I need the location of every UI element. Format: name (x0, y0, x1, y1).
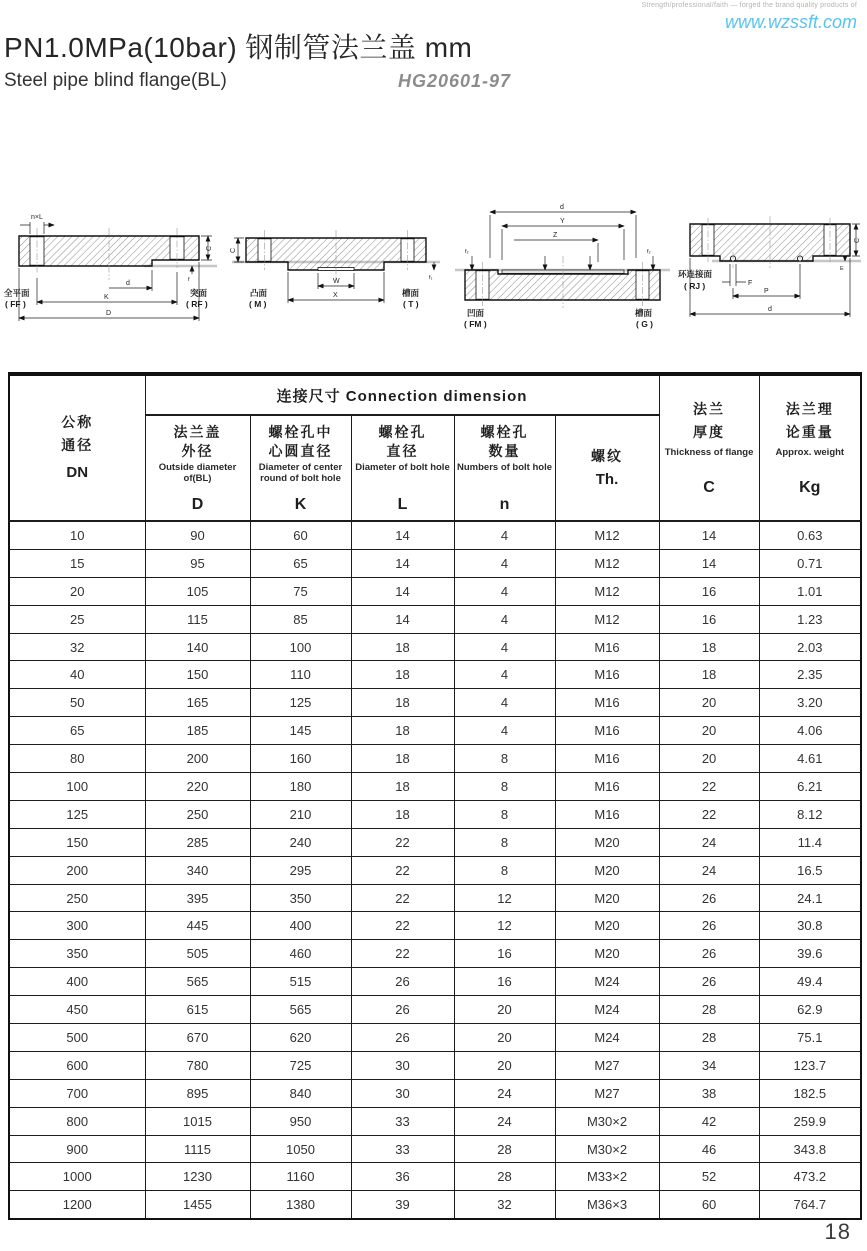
table-cell: 0.63 (759, 521, 861, 549)
table-cell: 12 (454, 884, 555, 912)
table-cell: 180 (250, 773, 351, 801)
table-cell: 18 (351, 689, 454, 717)
drawing-fm-g (450, 198, 675, 338)
dim-y-label: Y (560, 218, 565, 225)
table-cell: M16 (555, 773, 659, 801)
table-cell: 285 (145, 828, 250, 856)
table-cell: 400 (9, 968, 145, 996)
table-cell: 30 (351, 1079, 454, 1107)
table-cell: 22 (659, 800, 759, 828)
table-cell: 24 (659, 828, 759, 856)
table-cell: 75.1 (759, 1024, 861, 1052)
table-cell: 400 (250, 912, 351, 940)
table-cell: 20 (454, 1051, 555, 1079)
table-cell: M16 (555, 717, 659, 745)
table-row (9, 521, 861, 549)
table-row (9, 856, 861, 884)
table-cell: 300 (9, 912, 145, 940)
table-cell: 14 (659, 521, 759, 549)
table-cell: 259.9 (759, 1107, 861, 1135)
table-cell: 24 (454, 1079, 555, 1107)
dim-x-label: X (333, 292, 338, 299)
masthead-tagline: Strength/professional/faith — forged the brand quality products of (641, 2, 857, 9)
table-cell: 600 (9, 1051, 145, 1079)
table-cell: M27 (555, 1079, 659, 1107)
table-cell: 250 (145, 800, 250, 828)
table-cell: 4 (454, 549, 555, 577)
col-header-l: 螺栓孔 直径 Diameter of bolt hole L (351, 415, 454, 521)
table-cell: 505 (145, 940, 250, 968)
face-label-rj: 环连接面 (678, 269, 713, 279)
face-label-g: 槽面 (635, 308, 653, 318)
table-cell: 1380 (250, 1191, 351, 1219)
table-cell: 85 (250, 605, 351, 633)
table-cell: 200 (145, 745, 250, 773)
table-cell: 14 (659, 549, 759, 577)
table-cell: 12 (454, 912, 555, 940)
table-cell: M36×3 (555, 1191, 659, 1219)
table-cell: 1000 (9, 1163, 145, 1191)
table-cell: 1230 (145, 1163, 250, 1191)
dim-e-label: E (840, 266, 844, 272)
table-cell: 4 (454, 689, 555, 717)
table-cell: 20 (454, 1024, 555, 1052)
table-cell: 460 (250, 940, 351, 968)
col-header-dn: 公称 通径 DN (9, 374, 145, 521)
svg-text:f₂: f₂ (647, 249, 651, 255)
col-header-n: 螺栓孔 数量 Numbers of bolt hole n (454, 415, 555, 521)
table-cell: 20 (454, 996, 555, 1024)
table-cell: 185 (145, 717, 250, 745)
table-cell: 100 (9, 773, 145, 801)
table-row (9, 1135, 861, 1163)
svg-text:( RJ ): ( RJ ) (684, 281, 706, 291)
table-cell: 39.6 (759, 940, 861, 968)
table-cell: 80 (9, 745, 145, 773)
table-cell: 340 (145, 856, 250, 884)
table-cell: 125 (9, 800, 145, 828)
table-cell: 18 (659, 661, 759, 689)
table-cell: M16 (555, 633, 659, 661)
dim-c-label: C (206, 245, 213, 251)
table-cell: M30×2 (555, 1107, 659, 1135)
table-cell: 780 (145, 1051, 250, 1079)
table-cell: 220 (145, 773, 250, 801)
table-cell: 450 (9, 996, 145, 1024)
table-cell: 24.1 (759, 884, 861, 912)
dim-f-label: F (748, 280, 753, 287)
table-cell: 42 (659, 1107, 759, 1135)
table-cell: M16 (555, 745, 659, 773)
table-cell: 26 (351, 968, 454, 996)
table-cell: 11.4 (759, 828, 861, 856)
table-cell: 95 (145, 549, 250, 577)
table-cell: 4 (454, 633, 555, 661)
table-cell: 22 (351, 912, 454, 940)
table-cell: 8 (454, 745, 555, 773)
table-cell: 75 (250, 577, 351, 605)
table-cell: 1.01 (759, 577, 861, 605)
table-cell: 4.61 (759, 745, 861, 773)
dim-dd-label: D (106, 310, 112, 317)
table-cell: M12 (555, 549, 659, 577)
dim-p-label: P (764, 288, 769, 295)
dim-c-label: C (854, 237, 861, 243)
table-cell: 4 (454, 661, 555, 689)
table-cell: 4 (454, 521, 555, 549)
table-cell: 123.7 (759, 1051, 861, 1079)
table-cell: 14 (351, 577, 454, 605)
table-cell: 18 (351, 633, 454, 661)
face-label-ff: 全平面 (4, 288, 30, 298)
table-cell: 565 (145, 968, 250, 996)
table-row (9, 773, 861, 801)
dim-f-label: f (188, 277, 190, 283)
table-cell: 160 (250, 745, 351, 773)
dim-f1-label: f₁ (429, 275, 433, 281)
table-cell: 620 (250, 1024, 351, 1052)
table-cell: 33 (351, 1135, 454, 1163)
col-header-kg: 法兰理 论重量 Approx. weight Kg (759, 374, 861, 521)
table-row (9, 800, 861, 828)
website-text: www.wzssft.com (724, 12, 857, 32)
table-cell: 39 (351, 1191, 454, 1219)
col-header-c: 法兰 厚度 Thickness of flange C (659, 374, 759, 521)
table-cell: M16 (555, 661, 659, 689)
table-cell: 46 (659, 1135, 759, 1163)
svg-text:( T ): ( T ) (403, 299, 419, 309)
table-cell: 840 (250, 1079, 351, 1107)
flange-drawings (0, 198, 867, 338)
table-cell: 1160 (250, 1163, 351, 1191)
table-cell: 445 (145, 912, 250, 940)
table-cell: 8 (454, 800, 555, 828)
table-cell: 900 (9, 1135, 145, 1163)
col-header-d: 法兰盖 外径 Outside diameter of(BL) D (145, 415, 250, 521)
table-cell: 38 (659, 1079, 759, 1107)
table-cell: 100 (250, 633, 351, 661)
table-cell: M30×2 (555, 1135, 659, 1163)
table-row (9, 828, 861, 856)
face-label-fm: 凹面 (467, 308, 485, 318)
table-cell: 22 (351, 884, 454, 912)
flange-dimension-table (8, 372, 862, 1220)
table-cell: 250 (9, 884, 145, 912)
table-cell: 615 (145, 996, 250, 1024)
table-cell: 473.2 (759, 1163, 861, 1191)
table-cell: 18 (659, 633, 759, 661)
table-cell: 60 (250, 521, 351, 549)
table-cell: 26 (659, 968, 759, 996)
table-row (9, 549, 861, 577)
table-cell: 14 (351, 521, 454, 549)
table-cell: M16 (555, 689, 659, 717)
table-cell: 1015 (145, 1107, 250, 1135)
table-cell: 14 (351, 549, 454, 577)
table-cell: 20 (659, 745, 759, 773)
table-cell: 295 (250, 856, 351, 884)
table-cell: 25 (9, 605, 145, 633)
table-cell: 28 (659, 996, 759, 1024)
dim-w-label: W (333, 278, 340, 285)
table-cell: 240 (250, 828, 351, 856)
dim-d-label: d (126, 280, 130, 287)
table-cell: 20 (659, 689, 759, 717)
table-cell: 1115 (145, 1135, 250, 1163)
table-cell: M20 (555, 828, 659, 856)
table-cell: 34 (659, 1051, 759, 1079)
table-row (9, 968, 861, 996)
table-cell: 90 (145, 521, 250, 549)
table-cell: 10 (9, 521, 145, 549)
table-cell: 700 (9, 1079, 145, 1107)
table-cell: 800 (9, 1107, 145, 1135)
dim-z-label: Z (553, 232, 558, 239)
table-cell: 8 (454, 856, 555, 884)
table-cell: 16 (454, 968, 555, 996)
table-cell: 30 (351, 1051, 454, 1079)
table-cell: 8 (454, 773, 555, 801)
table-cell: 20 (9, 577, 145, 605)
table-cell: 350 (9, 940, 145, 968)
table-row (9, 996, 861, 1024)
table-cell: 140 (145, 633, 250, 661)
svg-text:( RF ): ( RF ) (186, 299, 208, 309)
table-cell: 4 (454, 605, 555, 633)
table-cell: M12 (555, 605, 659, 633)
svg-text:( FF ): ( FF ) (5, 299, 26, 309)
table-row (9, 884, 861, 912)
table-row (9, 605, 861, 633)
table-cell: 1.23 (759, 605, 861, 633)
table-cell: 150 (9, 828, 145, 856)
table-cell: 4 (454, 577, 555, 605)
table-header (9, 374, 861, 521)
dim-d-label: d (768, 306, 772, 313)
table-cell: 65 (250, 549, 351, 577)
table-cell: 18 (351, 717, 454, 745)
table-cell: 22 (351, 828, 454, 856)
table-cell: 1050 (250, 1135, 351, 1163)
table-cell: 32 (454, 1191, 555, 1219)
table-row (9, 1163, 861, 1191)
table-cell: 125 (250, 689, 351, 717)
table-row (9, 1107, 861, 1135)
table-cell: 49.4 (759, 968, 861, 996)
table-cell: 24 (454, 1107, 555, 1135)
table-cell: M20 (555, 912, 659, 940)
table-cell: 52 (659, 1163, 759, 1191)
table-cell: 20 (659, 717, 759, 745)
table-cell: 350 (250, 884, 351, 912)
table-cell: 182.5 (759, 1079, 861, 1107)
page-number: 18 (824, 1219, 851, 1244)
table-cell: M20 (555, 884, 659, 912)
page-title: PN1.0MPa(10bar) 钢制管法兰盖 mm (4, 32, 473, 63)
table-cell: 343.8 (759, 1135, 861, 1163)
table-cell: 105 (145, 577, 250, 605)
table-cell: 22 (351, 856, 454, 884)
table-row (9, 940, 861, 968)
dim-c-label: C (230, 247, 237, 253)
table-cell: 115 (145, 605, 250, 633)
table-cell: 200 (9, 856, 145, 884)
table-cell: 165 (145, 689, 250, 717)
table-cell: 65 (9, 717, 145, 745)
table-cell: 26 (659, 884, 759, 912)
table-cell: 1455 (145, 1191, 250, 1219)
svg-text:( M ): ( M ) (249, 299, 267, 309)
table-cell: 8 (454, 828, 555, 856)
table-cell: 3.20 (759, 689, 861, 717)
table-cell: 2.35 (759, 661, 861, 689)
table-cell: 28 (454, 1135, 555, 1163)
table-cell: 15 (9, 549, 145, 577)
table-cell: 36 (351, 1163, 454, 1191)
svg-text:( G ): ( G ) (636, 319, 653, 329)
standard-code: HG20601-97 (398, 71, 512, 91)
group-header-connection-dimension: 连接尺寸 Connection dimension (145, 374, 659, 415)
table-cell: 28 (454, 1163, 555, 1191)
table-cell: 18 (351, 661, 454, 689)
table-cell: 16 (454, 940, 555, 968)
table-cell: 26 (659, 940, 759, 968)
table-cell: 895 (145, 1079, 250, 1107)
table-cell: 28 (659, 1024, 759, 1052)
table-cell: 40 (9, 661, 145, 689)
table-cell: M12 (555, 521, 659, 549)
table-cell: 145 (250, 717, 351, 745)
table-cell: 33 (351, 1107, 454, 1135)
table-cell: M24 (555, 968, 659, 996)
table-cell: 18 (351, 745, 454, 773)
table-row (9, 577, 861, 605)
table-cell: 14 (351, 605, 454, 633)
table-cell: 210 (250, 800, 351, 828)
table-cell: 26 (659, 912, 759, 940)
svg-text:( FM ): ( FM ) (464, 319, 487, 329)
table-cell: 4.06 (759, 717, 861, 745)
table-row (9, 661, 861, 689)
table-body (9, 521, 861, 1219)
table-row (9, 1024, 861, 1052)
table-cell: 18 (351, 800, 454, 828)
table-cell: 26 (351, 996, 454, 1024)
table-cell: 26 (351, 1024, 454, 1052)
table-cell: 22 (351, 940, 454, 968)
table-cell: M12 (555, 577, 659, 605)
table-cell: 150 (145, 661, 250, 689)
table-cell: 6.21 (759, 773, 861, 801)
table-cell: 515 (250, 968, 351, 996)
table-row (9, 689, 861, 717)
table-row (9, 1191, 861, 1219)
col-header-k: 螺栓孔中 心圆直径 Diameter of center round of bolt hole K (250, 415, 351, 521)
dim-nxl-label: n×L (31, 214, 43, 221)
table-cell: 32 (9, 633, 145, 661)
table-cell: 60 (659, 1191, 759, 1219)
page-subtitle: Steel pipe blind flange(BL) (4, 70, 227, 91)
drawing-rj (678, 198, 863, 338)
table-row (9, 745, 861, 773)
table-cell: 62.9 (759, 996, 861, 1024)
dim-k-label: K (104, 294, 109, 301)
table-cell: M24 (555, 1024, 659, 1052)
table-cell: M24 (555, 996, 659, 1024)
table-cell: 16 (659, 577, 759, 605)
table-cell: 2.03 (759, 633, 861, 661)
drawing-m-t (226, 198, 446, 338)
table-cell: 110 (250, 661, 351, 689)
table-cell: 16.5 (759, 856, 861, 884)
face-label-rf: 突面 (190, 288, 208, 298)
dim-d-label: d (560, 204, 564, 211)
table-cell: 395 (145, 884, 250, 912)
table-cell: 22 (659, 773, 759, 801)
table-row (9, 633, 861, 661)
table-cell: 50 (9, 689, 145, 717)
table-cell: M20 (555, 940, 659, 968)
table-row (9, 912, 861, 940)
table-cell: 565 (250, 996, 351, 1024)
table-cell: M27 (555, 1051, 659, 1079)
table-cell: 4 (454, 717, 555, 745)
table-cell: 0.71 (759, 549, 861, 577)
drawing-ff-rf (4, 198, 219, 338)
table-cell: 950 (250, 1107, 351, 1135)
table-cell: 764.7 (759, 1191, 861, 1219)
table-cell: 24 (659, 856, 759, 884)
dim-f2-label: f₂ (465, 249, 469, 255)
col-header-th: 螺纹 Th. (555, 415, 659, 521)
table-cell: M20 (555, 856, 659, 884)
table-cell: 500 (9, 1024, 145, 1052)
table-cell: 8.12 (759, 800, 861, 828)
table-cell: M33×2 (555, 1163, 659, 1191)
table-row (9, 1079, 861, 1107)
table-cell: 30.8 (759, 912, 861, 940)
table-cell: 725 (250, 1051, 351, 1079)
table-cell: 1200 (9, 1191, 145, 1219)
face-label-m: 凸面 (250, 288, 268, 298)
table-row (9, 717, 861, 745)
face-label-t: 槽面 (402, 288, 420, 298)
table-cell: M16 (555, 800, 659, 828)
table-cell: 16 (659, 605, 759, 633)
table-row (9, 1051, 861, 1079)
table-cell: 670 (145, 1024, 250, 1052)
table-cell: 18 (351, 773, 454, 801)
